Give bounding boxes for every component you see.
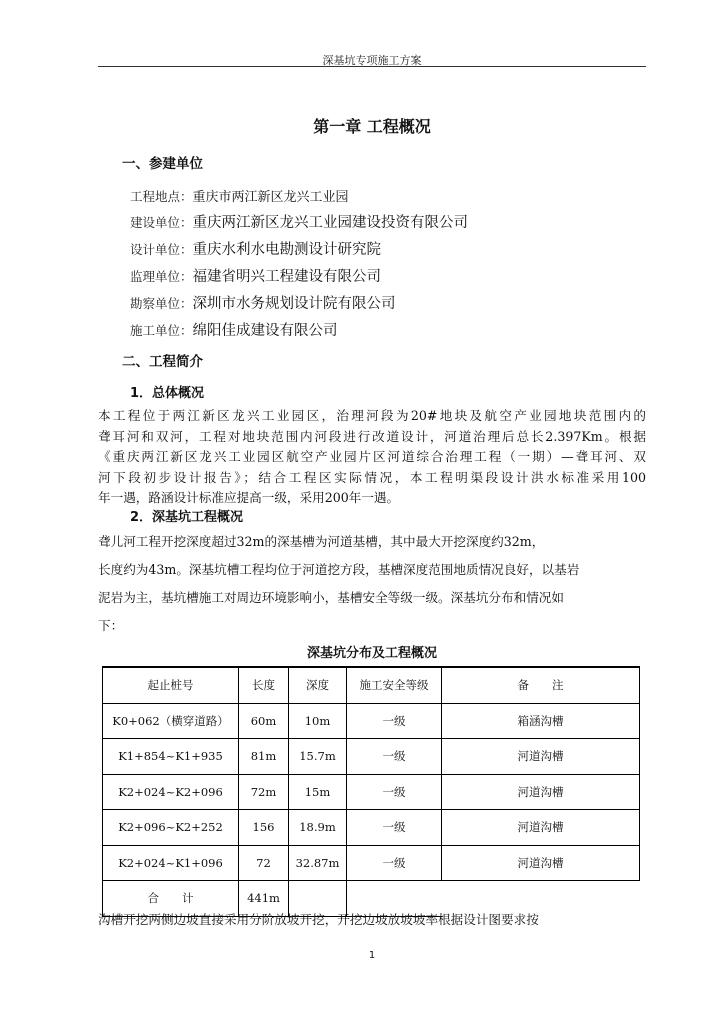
page-number: 1 bbox=[368, 950, 376, 961]
table-cell: 72m bbox=[239, 774, 289, 810]
table-cell: K2+024~K1+096 bbox=[103, 845, 239, 881]
table-cell: 一级 bbox=[347, 739, 442, 775]
table-cell: 河道沟槽 bbox=[442, 774, 640, 810]
column-header: 深度 bbox=[289, 667, 347, 703]
table-row bbox=[103, 774, 640, 810]
table-header-row bbox=[103, 667, 640, 703]
column-header: 施工安全等级 bbox=[347, 667, 442, 703]
table-cell: 32.87m bbox=[289, 845, 347, 881]
table-cell: 河道沟槽 bbox=[442, 845, 640, 881]
participant-value: 重庆两江新区龙兴工业园建设投资有限公司 bbox=[192, 215, 469, 231]
paragraph-line: 下： bbox=[98, 618, 124, 633]
total-length: 441m bbox=[239, 881, 289, 917]
table-cell: 156 bbox=[239, 810, 289, 846]
table-cell: 15m bbox=[289, 774, 347, 810]
deep-pit-paragraph bbox=[98, 528, 646, 640]
participant-label: 建设单位： bbox=[130, 215, 193, 230]
table-cell: 60m bbox=[239, 703, 289, 739]
paragraph-line: 本工程位于两江新区龙兴工业园区，治理河段为20#地块及航空产业园地块范围内的 bbox=[98, 408, 646, 423]
table-cell: 18.9m bbox=[289, 810, 347, 846]
paragraph-line: 河下段初步设计报告》；结合工程区实际情况，本工程明渠段设计洪水标准采用100 bbox=[98, 469, 646, 485]
paragraph-line: 沟槽开挖两侧边坡直接采用分阶放坡开挖，开挖边坡放坡坡率根据设计图要求按 bbox=[98, 912, 539, 927]
participant-value: 深圳市水务规划设计院有限公司 bbox=[192, 296, 396, 312]
table-cell: 箱涵沟槽 bbox=[442, 703, 640, 739]
participant-value: 福建省明兴工程建设有限公司 bbox=[192, 269, 382, 285]
running-header: 深基坑专项施工方案 bbox=[322, 54, 422, 67]
table-cell: 一级 bbox=[347, 703, 442, 739]
chapter-title: 第一章 工程概况 bbox=[313, 117, 431, 136]
table-caption: 深基坑分布及工程概况 bbox=[306, 646, 437, 661]
table-cell: K0+062（横穿道路） bbox=[103, 703, 239, 739]
participant-row-location bbox=[130, 186, 349, 205]
participant-value: 重庆水利水电勘测设计研究院 bbox=[192, 242, 382, 258]
subsection-heading-deep-pit: 2．深基坑工程概况 bbox=[130, 510, 244, 525]
table-cell: 一级 bbox=[347, 845, 442, 881]
table-row bbox=[103, 810, 640, 846]
column-header: 长度 bbox=[239, 667, 289, 703]
table-cell: 10m bbox=[289, 703, 347, 739]
table-cell: K1+854~K1+935 bbox=[103, 739, 239, 775]
participant-label: 勘察单位： bbox=[130, 296, 193, 311]
total-label: 合 计 bbox=[103, 881, 239, 917]
table-row bbox=[103, 739, 640, 775]
paragraph-line: 长度约为43m。深基坑槽工程均位于河道挖方段，基槽深度范围地质情况良好，以基岩 bbox=[98, 562, 580, 577]
participant-label: 施工单位： bbox=[130, 323, 193, 338]
participant-row-owner bbox=[130, 211, 468, 232]
participant-label: 监理单位： bbox=[130, 269, 193, 284]
overview-paragraph bbox=[98, 406, 646, 509]
table-cell: K2+096~K2+252 bbox=[103, 810, 239, 846]
participant-row-designer bbox=[130, 238, 381, 259]
subsection-heading-overview: 1．总体概况 bbox=[130, 386, 205, 401]
deep-pit-table bbox=[102, 666, 640, 917]
table-cell: 河道沟槽 bbox=[442, 810, 640, 846]
column-header: 备 注 bbox=[442, 667, 640, 703]
table-cell: 81m bbox=[239, 739, 289, 775]
column-header: 起止桩号 bbox=[103, 667, 239, 703]
trailing-paragraph bbox=[98, 906, 646, 934]
participant-label: 设计单位： bbox=[130, 242, 193, 257]
participant-value: 绵阳佳成建设有限公司 bbox=[192, 323, 338, 339]
table-row bbox=[103, 845, 640, 881]
participant-value: 重庆市两江新区龙兴工业园 bbox=[192, 190, 349, 205]
table-cell: 72 bbox=[239, 845, 289, 881]
table-cell: 河道沟槽 bbox=[442, 739, 640, 775]
participant-row-survey bbox=[130, 292, 396, 313]
participant-label: 工程地点： bbox=[130, 189, 193, 204]
participant-row-contractor bbox=[130, 319, 338, 340]
table-cell: 15.7m bbox=[289, 739, 347, 775]
paragraph-line: 泥岩为主，基坑槽施工对周边环境影响小，基槽安全等级一级。深基坑分布和情况如 bbox=[98, 590, 564, 605]
paragraph-line: 年一遇，路涵设计标准应提高一级，采用200年一遇。 bbox=[98, 490, 400, 505]
paragraph-line: 聋耳河和双河，工程对地块范围内河段进行改道设计，河道治理后总长2.397Km。根据 bbox=[98, 428, 646, 444]
participant-row-supervisor bbox=[130, 265, 381, 286]
paragraph-line: 聋儿河工程开挖深度超过32m的深基槽为河道基槽，其中最大开挖深度约32m， bbox=[98, 534, 545, 549]
table-cell: 一级 bbox=[347, 810, 442, 846]
table-cell: K2+024~K2+096 bbox=[103, 774, 239, 810]
table-cell: 一级 bbox=[347, 774, 442, 810]
paragraph-line: 《重庆两江新区龙兴工业园区航空产业园片区河道综合治理工程（一期）—聋耳河、双 bbox=[98, 449, 646, 464]
section-heading-intro: 二、工程简介 bbox=[122, 354, 203, 370]
section-heading-participants: 一、参建单位 bbox=[122, 156, 203, 172]
header-rule bbox=[98, 66, 646, 67]
table-row bbox=[103, 703, 640, 739]
